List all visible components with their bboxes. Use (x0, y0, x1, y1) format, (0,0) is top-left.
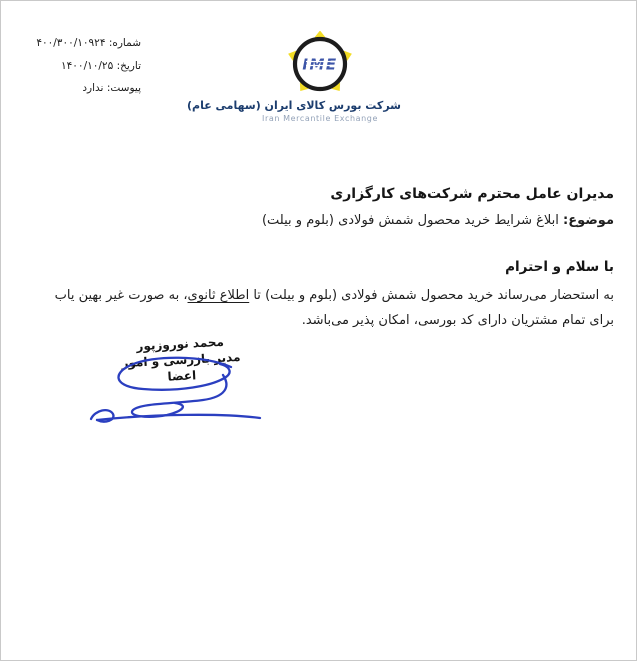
letter-number-value: ۴۰۰/۳۰۰/۱۰۹۲۴ (36, 37, 106, 49)
salutation: با سلام و احترام (505, 259, 614, 275)
underlined-phrase: اطلاع ثانوی (187, 288, 250, 303)
logo-monogram: IME (302, 55, 338, 74)
subject-line (262, 213, 614, 228)
letter-number-label: شماره: (108, 37, 141, 49)
letter-attachment-label: پیوست: (106, 82, 141, 94)
letter-meta (17, 32, 141, 100)
subject-label: موضوع: (563, 213, 614, 228)
body-text-2: ، به صورت غیر بهین یاب برای تمام مشتریان دارای کد بورسی، امکان پذیر می‌باشد. (54, 288, 614, 328)
logo-name-en: Iran Mercantile Exchange (261, 114, 378, 123)
letter-attachment-line (17, 77, 141, 100)
letter-date-line (17, 55, 141, 78)
ime-logo (186, 31, 401, 123)
signer-name: محمد نوروزپور (136, 334, 225, 354)
letter-number-line (17, 32, 141, 55)
body-paragraph (31, 283, 614, 333)
body-text-1: به استحضار می‌رساند خرید محصول شمش فولادی (بلوم و بیلت) تا (249, 288, 614, 303)
signer-title: مدیر بازرسی و امور اعضا (121, 349, 241, 384)
logo-name-fa: شرکت بورس کالای ایران (سهامی عام) (186, 99, 401, 112)
letter-attachment-value: ندارد (82, 82, 104, 94)
subject-text: ابلاغ شرایط خرید محصول شمش فولادی (بلوم و بیلت) (261, 213, 559, 228)
signature-scribble (63, 353, 263, 435)
ime-logo-icon (287, 31, 353, 97)
letter-date-label: تاریخ: (116, 59, 141, 72)
recipient-line: مدیران عامل محترم شرکت‌های کارگزاری (330, 186, 614, 202)
letter-date-value: ۱۴۰۰/۱۰/۲۵ (61, 59, 114, 72)
